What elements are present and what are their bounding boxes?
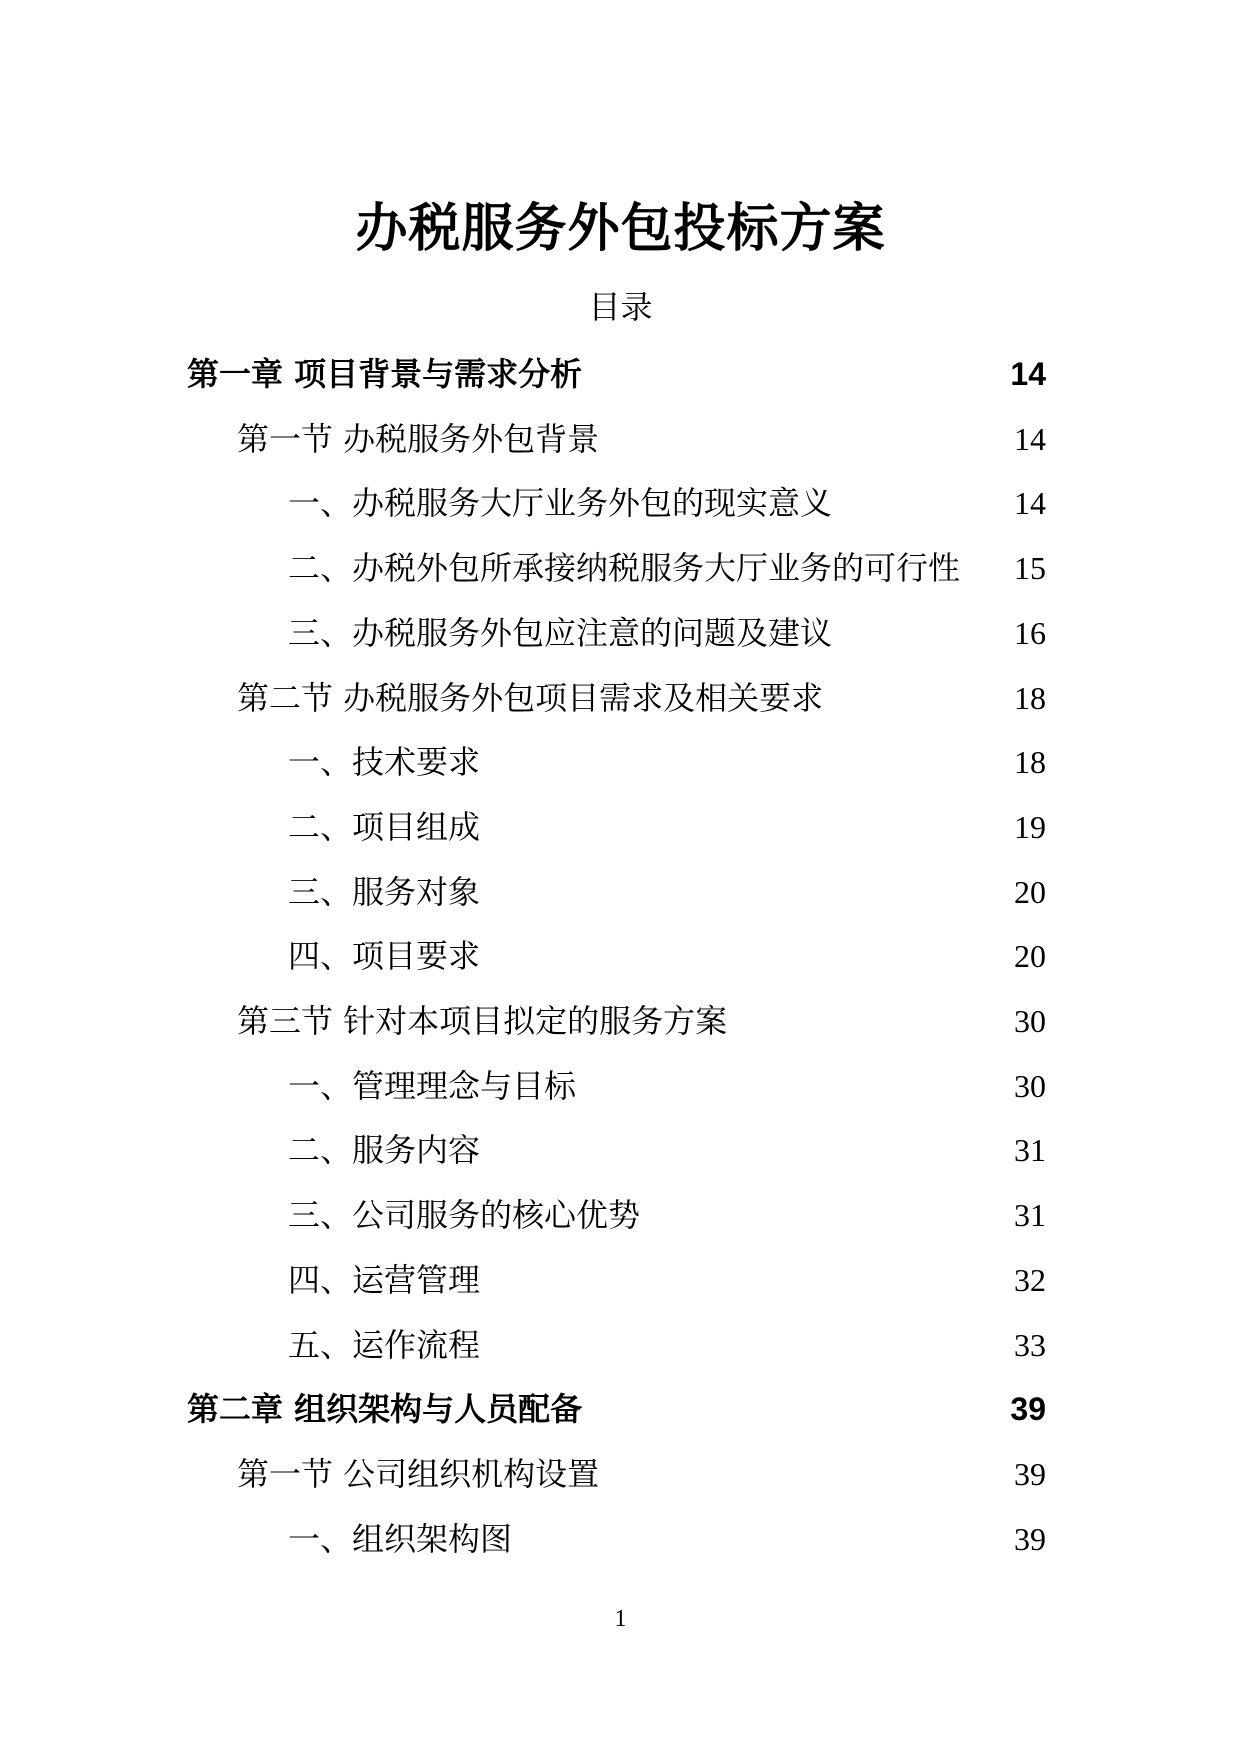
- toc-entry[interactable]: [0, 1257, 1241, 1303]
- toc-entry-page: 14: [1014, 421, 1046, 457]
- toc-entry[interactable]: [0, 739, 1241, 785]
- toc-entry-label: 第一节 办税服务外包背景: [237, 420, 600, 458]
- toc-entry-label: 一、管理理念与目标: [288, 1067, 577, 1105]
- toc-entry[interactable]: [0, 675, 1241, 721]
- toc-entry-label: 一、办税服务大厅业务外包的现实意义: [288, 484, 833, 522]
- toc-entry[interactable]: [0, 1127, 1241, 1173]
- toc-entry-page: 39: [1010, 1391, 1046, 1427]
- toc-entry-label: 二、项目组成: [288, 808, 481, 846]
- toc-entry[interactable]: [0, 869, 1241, 915]
- toc-entry-label: 二、服务内容: [288, 1131, 481, 1169]
- toc-entry[interactable]: [0, 1322, 1241, 1368]
- page-number: 1: [614, 1606, 627, 1632]
- toc-entry[interactable]: [0, 933, 1241, 979]
- toc-entry-label: 三、公司服务的核心优势: [288, 1196, 641, 1234]
- toc-entry-page: 39: [1014, 1521, 1046, 1557]
- toc-entry[interactable]: [0, 351, 1241, 397]
- toc-entry-page: 15: [1014, 550, 1046, 586]
- toc-entry-label: 四、项目要求: [288, 937, 481, 975]
- toc-entry-page: 32: [1014, 1262, 1046, 1298]
- toc-entry-page: 39: [1014, 1456, 1046, 1492]
- toc-entry[interactable]: [0, 610, 1241, 656]
- toc-entry-page: 14: [1014, 485, 1046, 521]
- toc-entry[interactable]: [0, 545, 1241, 591]
- toc-entry-label: 四、运营管理: [288, 1261, 481, 1299]
- toc-entry[interactable]: [0, 1386, 1241, 1432]
- toc-entry-page: 20: [1014, 938, 1046, 974]
- document-title: 办税服务外包投标方案: [355, 199, 886, 259]
- toc-entry-page: 19: [1014, 809, 1046, 845]
- toc-entry-page: 16: [1014, 615, 1046, 651]
- toc-entry-page: 30: [1014, 1003, 1046, 1039]
- toc-entry[interactable]: [0, 416, 1241, 462]
- toc-entry-label: 三、办税服务外包应注意的问题及建议: [288, 614, 833, 652]
- toc-entry-page: 18: [1014, 680, 1046, 716]
- toc-entry-label: 第二节 办税服务外包项目需求及相关要求: [237, 679, 824, 717]
- toc-entry[interactable]: [0, 804, 1241, 850]
- toc-entry-page: 30: [1014, 1068, 1046, 1104]
- toc-entry[interactable]: [0, 998, 1241, 1044]
- toc-entry-label: 五、运作流程: [288, 1326, 481, 1364]
- toc-entry[interactable]: [0, 1063, 1241, 1109]
- toc-entry[interactable]: [0, 1192, 1241, 1238]
- toc-entry-page: 31: [1014, 1132, 1046, 1168]
- toc-entry[interactable]: [0, 1451, 1241, 1497]
- toc-entry-label: 二、办税外包所承接纳税服务大厅业务的可行性: [288, 549, 961, 587]
- toc-entry[interactable]: [0, 1516, 1241, 1562]
- toc-entry-label: 一、技术要求: [288, 743, 481, 781]
- toc-entry-page: 20: [1014, 874, 1046, 910]
- toc-entry-page: 33: [1014, 1327, 1046, 1363]
- toc-entry-page: 14: [1010, 356, 1046, 392]
- toc-entry[interactable]: [0, 480, 1241, 526]
- toc-entry-label: 第二章 组织架构与人员配备: [187, 1390, 583, 1428]
- toc-entry-label: 一、组织架构图: [288, 1520, 513, 1558]
- toc-entry-label: 第三节 针对本项目拟定的服务方案: [237, 1002, 728, 1040]
- toc-entry-label: 第一章 项目背景与需求分析: [187, 355, 583, 393]
- toc-heading: 目录: [588, 288, 653, 326]
- toc-entry-label: 第一节 公司组织机构设置: [237, 1455, 600, 1493]
- toc-entry-label: 三、服务对象: [288, 873, 481, 911]
- toc-entry-page: 18: [1014, 744, 1046, 780]
- toc-entry-page: 31: [1014, 1197, 1046, 1233]
